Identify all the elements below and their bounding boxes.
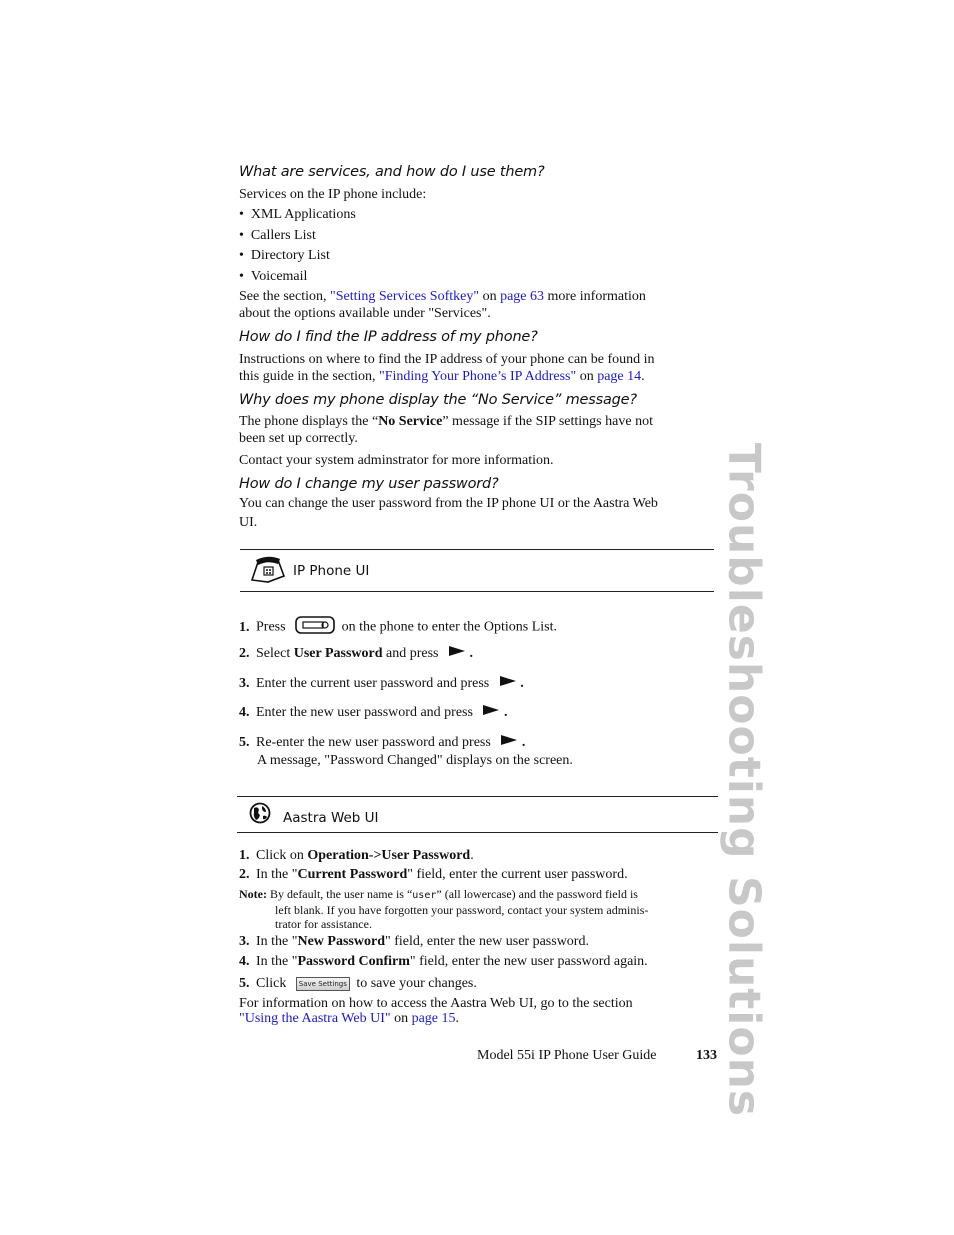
divider: [240, 549, 714, 550]
note-block: Note: By default, the user name is “user” (all lowercase) and the password field is left blank. If you have forgotten your password, contact your system adminis- trator for assistance.: [239, 887, 649, 931]
ipui-step-1: 1. Press on the phone to enter the Options List.: [239, 616, 557, 639]
link-page-63[interactable]: page 63: [500, 289, 544, 304]
webui-step-1: 1. Click on Operation->User Password.: [239, 848, 474, 863]
heading-change-password: How do I change my user password?: [239, 476, 499, 492]
divider: [237, 796, 718, 797]
ip-phone-ui-title: IP Phone UI: [293, 563, 370, 579]
password-changed-message: A message, "Password Changed" displays on the screen.: [257, 753, 573, 768]
divider: [240, 591, 714, 592]
ipui-step-2: 2. Select User Password and press .: [239, 646, 474, 661]
list-item: • Voicemail: [239, 268, 308, 284]
list-item: • Callers List: [239, 227, 316, 243]
page-number: 133: [696, 1048, 717, 1063]
contact-admin-text: Contact your system adminstrator for more information.: [239, 453, 554, 468]
side-tab: [718, 442, 770, 1118]
ipui-step-4: 4. Enter the new user password and press .: [239, 705, 508, 720]
link-page-15[interactable]: page 15: [411, 1011, 456, 1026]
list-item: • Directory List: [239, 248, 330, 263]
right-arrow-key-icon: [499, 675, 517, 692]
save-settings-button: Save Settings: [296, 977, 350, 991]
webui-step-4: 4. In the "Password Confirm" field, enter the new user password again.: [239, 954, 648, 969]
webui-step-5: 5. Click Save Settings to save your changes.: [239, 976, 477, 991]
note-label: Note:: [239, 887, 267, 901]
see-section-text: See the section, "Setting Services Softkey" on page 63 more information about the options available under "Services".: [239, 289, 646, 321]
bullet-list: [239, 207, 356, 289]
phone-icon: [248, 556, 286, 584]
link-page-14[interactable]: page 14: [597, 369, 642, 384]
webui-step-2: 2. In the "Current Password" field, enter the current user password.: [239, 867, 628, 882]
link-setting-services-softkey[interactable]: "Setting Services Softkey": [329, 289, 480, 304]
ipui-step-3: 3. Enter the current user password and press .: [239, 676, 524, 691]
ipui-step-5: 5. Re-enter the new user password and press .: [239, 735, 526, 750]
link-using-aastra-web-ui[interactable]: "Using the Aastra Web UI": [239, 1011, 391, 1026]
heading-services: What are services, and how do I use them?: [239, 164, 545, 180]
link-finding-ip-address[interactable]: "Finding Your Phone’s IP Address": [378, 369, 577, 384]
globe-icon: [249, 802, 271, 824]
right-arrow-key-icon: [500, 734, 518, 751]
side-tab-label: Troubleshooting Solutions: [718, 442, 770, 1118]
page-footer-title: Model 55i IP Phone User Guide: [477, 1048, 657, 1063]
web-ui-footer-text: For information on how to access the Aastra Web UI, go to the section "Using the Aastra Web UI" on page 15.: [239, 996, 633, 1026]
heading-no-service: Why does my phone display the “No Service” message?: [239, 392, 637, 408]
aastra-web-ui-title: Aastra Web UI: [283, 810, 379, 826]
change-password-text: You can change the user password from the IP phone UI or the Aastra Web UI.: [239, 496, 658, 530]
list-item: • XML Applications: [239, 207, 356, 222]
options-key-icon: [295, 616, 335, 639]
webui-step-3: 3. In the "New Password" field, enter the new user password.: [239, 934, 589, 949]
divider: [237, 832, 718, 833]
heading-ip-address: How do I find the IP address of my phone?: [239, 329, 538, 345]
right-arrow-key-icon: [448, 645, 466, 662]
ip-address-text: Instructions on where to find the IP address of your phone can be found in this guide in the section, "Finding Your Phone’s IP Address" on page 14.: [239, 352, 655, 384]
no-service-text: The phone displays the “No Service” message if the SIP settings have not been set up correctly.: [239, 414, 653, 446]
right-arrow-key-icon: [482, 704, 500, 721]
services-intro: Services on the IP phone include:: [239, 187, 427, 202]
